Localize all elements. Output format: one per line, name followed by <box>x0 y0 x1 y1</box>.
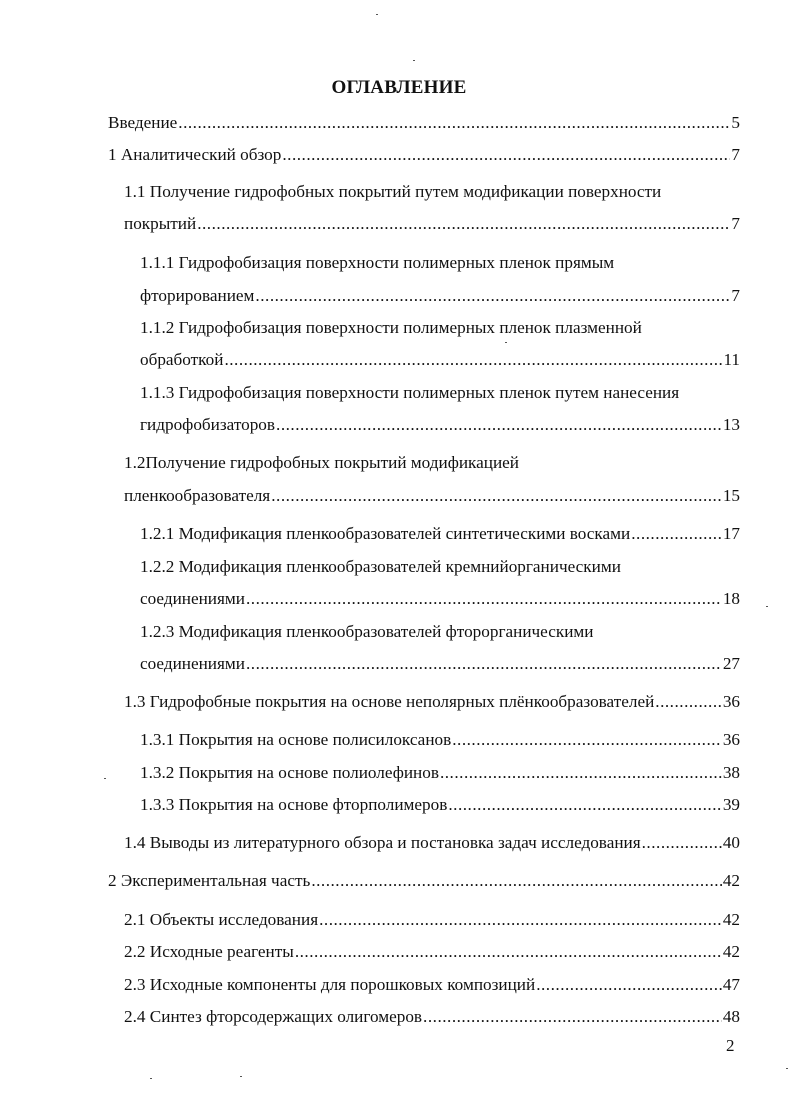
toc-entry-page: 42 <box>722 910 740 929</box>
toc-entry-2-1 <box>124 909 740 931</box>
toc-entry-text: 1.3.3 Покрытия на основе фторполимеров <box>140 795 448 814</box>
toc-entry-1-3 <box>124 691 740 713</box>
scan-speck <box>766 606 768 607</box>
toc-leader-dots <box>440 762 722 784</box>
toc-entry-1-1-first-line: 1.1 Получение гидрофобных покрытий путем модификации поверхности <box>124 182 662 201</box>
toc-entry-text: 2.2 Исходные реагенты <box>124 942 294 961</box>
toc-entry-2-4 <box>124 1006 740 1028</box>
toc-entry-text: обработкой <box>140 350 224 369</box>
toc-entry-1-1-3 <box>140 414 740 436</box>
toc-entry-text: покрытий <box>124 214 197 233</box>
scan-speck <box>505 342 507 343</box>
toc-entry-text: соединениями <box>140 589 245 608</box>
toc-entry-1-2-1 <box>140 523 740 545</box>
toc-entry-text: 2.3 Исходные компоненты для порошковых композиций <box>124 975 536 994</box>
toc-entry-text: 2.1 Объекты исследования <box>124 910 319 929</box>
toc-entry-text: пленкообразователя <box>124 486 271 505</box>
toc-entry-text: гидрофобизаторов <box>140 415 276 434</box>
toc-leader-dots <box>224 349 722 371</box>
toc-entry-text: 1.2.1 Модификация пленкообразователей синтетическими восками <box>140 524 631 543</box>
toc-entry-text: фторированием <box>140 286 255 305</box>
toc-entry-text: 1.3.1 Покрытия на основе полисилоксанов <box>140 730 452 749</box>
toc-entry-chapter-1 <box>108 144 740 166</box>
toc-entry-page: 17 <box>722 524 740 543</box>
toc-entry-page: 27 <box>722 654 740 673</box>
toc-leader-dots <box>295 941 722 963</box>
toc-entry-text: Введение <box>108 113 178 132</box>
toc-leader-dots <box>246 588 722 610</box>
toc-entry-page: 38 <box>722 763 740 782</box>
toc-entry-text: 1 Аналитический обзор <box>108 145 282 164</box>
toc-entry-page: 5 <box>731 113 740 132</box>
toc-leader-dots <box>642 832 722 854</box>
toc-leader-dots <box>319 909 722 931</box>
toc-entry-1-2-3-first-line: 1.2.3 Модификация пленкообразователей фторорганическими <box>140 622 594 641</box>
toc-entry-page: 15 <box>722 486 740 505</box>
scan-speck <box>376 14 378 15</box>
toc-entry-page: 42 <box>722 942 740 961</box>
page-title: ОГЛАВЛЕНИЕ <box>331 77 467 98</box>
scan-speck <box>150 1078 152 1079</box>
toc-entry-text: 1.4 Выводы из литературного обзора и постановка задач исследования <box>124 833 641 852</box>
toc-entry-text: 1.3.2 Покрытия на основе полиолефинов <box>140 763 439 782</box>
toc-entry-1-3-1 <box>140 729 740 751</box>
toc-entry-1-1-2 <box>140 349 740 371</box>
toc-entry-introduction <box>108 112 740 134</box>
toc-entry-1-1-3-first-line: 1.1.3 Гидрофобизация поверхности полимерных пленок путем нанесения <box>140 383 680 402</box>
toc-entry-1-2 <box>124 485 740 507</box>
scan-speck <box>104 778 106 779</box>
toc-entry-page: 7 <box>731 145 740 164</box>
toc-leader-dots <box>536 974 722 996</box>
toc-entry-1-2-3 <box>140 653 740 675</box>
toc-entry-text: 1.3 Гидрофобные покрытия на основе неполярных плёнкообразователей <box>124 692 655 711</box>
toc-entry-page: 42 <box>722 871 740 890</box>
toc-entry-page: 7 <box>731 286 740 305</box>
toc-entry-text: 2.4 Синтез фторсодержащих олигомеров <box>124 1007 423 1026</box>
toc-leader-dots <box>271 485 722 507</box>
toc-entry-page: 47 <box>722 975 740 994</box>
toc-entry-1-2-2 <box>140 588 740 610</box>
scan-speck <box>240 1076 242 1077</box>
toc-leader-dots <box>452 729 722 751</box>
toc-entry-page: 7 <box>731 214 740 233</box>
toc-entry-1-1-1 <box>140 285 740 307</box>
toc-leader-dots <box>255 285 730 307</box>
toc-leader-dots <box>178 112 730 134</box>
toc-leader-dots <box>276 414 722 436</box>
toc-leader-dots <box>197 213 730 235</box>
toc-entry-page: 48 <box>722 1007 740 1026</box>
scan-speck <box>786 1068 788 1069</box>
toc-leader-dots <box>423 1006 722 1028</box>
toc-entry-page: 18 <box>722 589 740 608</box>
toc-entry-1-1-2-first-line: 1.1.2 Гидрофобизация поверхности полимерных пленок плазменной <box>140 318 642 337</box>
toc-entry-page: 39 <box>722 795 740 814</box>
toc-leader-dots <box>246 653 722 675</box>
scan-speck <box>413 60 415 61</box>
toc-leader-dots <box>282 144 730 166</box>
toc-entry-1-1 <box>124 213 740 235</box>
toc-entry-2-3 <box>124 974 740 996</box>
toc-entry-1-2-2-first-line: 1.2.2 Модификация пленкообразователей кремнийорганическими <box>140 557 621 576</box>
toc-entry-1-4 <box>124 832 740 854</box>
toc-leader-dots <box>655 691 722 713</box>
toc-entry-page: 40 <box>722 833 740 852</box>
toc-entry-1-1-1-first-line: 1.1.1 Гидрофобизация поверхности полимерных пленок прямым <box>140 253 615 272</box>
toc-entry-page: 13 <box>722 415 740 434</box>
toc-entry-text: соединениями <box>140 654 245 673</box>
page-number: 2 <box>726 1036 735 1055</box>
toc-entry-page: 36 <box>722 730 740 749</box>
toc-entry-1-3-3 <box>140 794 740 816</box>
toc-entry-2-2 <box>124 941 740 963</box>
toc-entry-chapter-2 <box>108 870 740 892</box>
toc-entry-page: 11 <box>723 350 740 369</box>
toc-leader-dots <box>311 870 722 892</box>
toc-leader-dots <box>448 794 721 816</box>
toc-entry-text: 2 Экспериментальная часть <box>108 871 311 890</box>
toc-leader-dots <box>631 523 722 545</box>
toc-entry-1-2-first-line: 1.2Получение гидрофобных покрытий модификацией <box>124 453 520 472</box>
toc-entry-1-3-2 <box>140 762 740 784</box>
toc-entry-page: 36 <box>722 692 740 711</box>
